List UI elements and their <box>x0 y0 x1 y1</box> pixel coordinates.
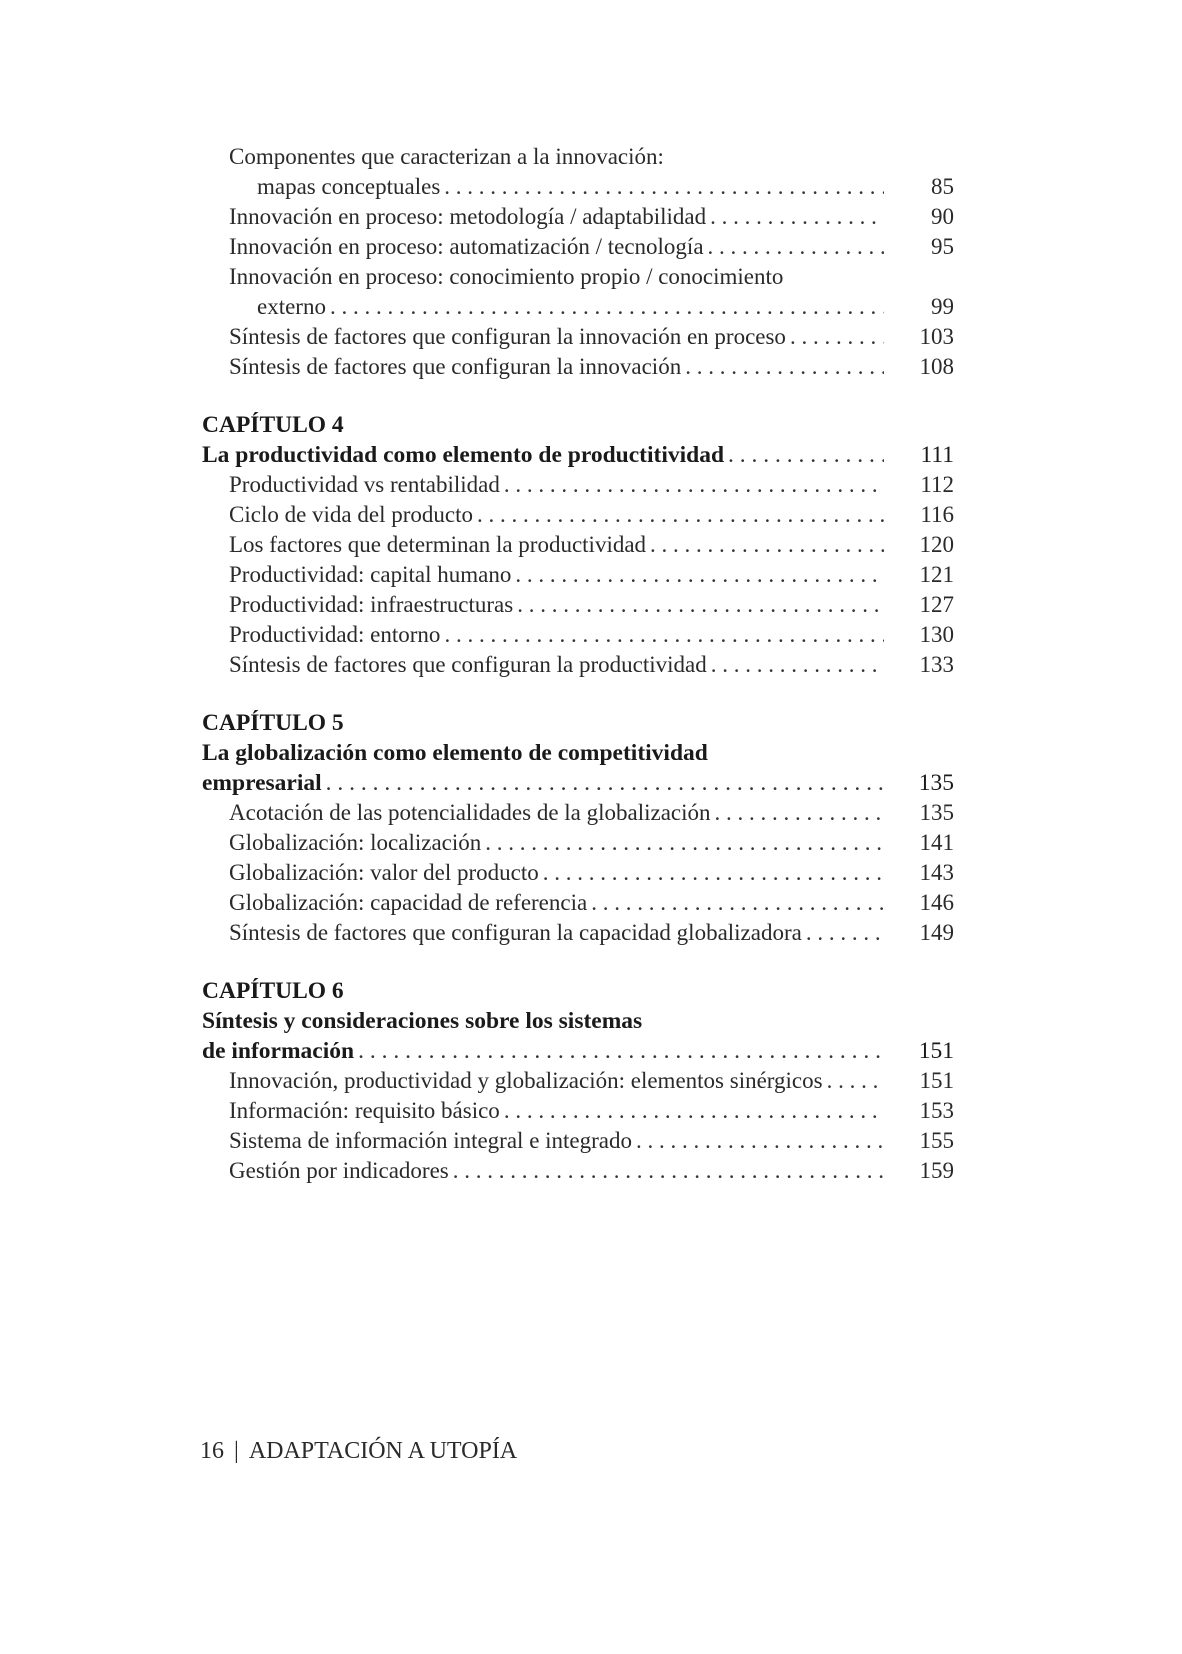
toc-entry-title: Síntesis de factores que configuran la innovación <box>229 354 682 379</box>
toc-entry-page: 127 <box>919 592 954 617</box>
dot-leader <box>477 500 884 530</box>
toc-entry-page: 103 <box>919 324 954 349</box>
toc-entry[interactable] <box>202 172 954 202</box>
toc-entry-title: Información: requisito básico <box>229 1098 500 1123</box>
toc-entry-title: Globalización: localización <box>229 830 482 855</box>
toc-entry[interactable] <box>202 470 954 500</box>
toc-entry-page: 159 <box>919 1158 954 1183</box>
dot-leader <box>711 650 884 680</box>
toc-entry[interactable] <box>202 768 954 798</box>
toc-entry-page: 133 <box>919 652 954 677</box>
toc-entry-title: Globalización: valor del producto <box>229 860 539 885</box>
toc-entry-page: 146 <box>919 890 954 915</box>
footer-separator: | <box>234 1438 239 1464</box>
toc-entry-title: Sistema de información integral e integrado <box>229 1128 633 1153</box>
toc-entry-page: 135 <box>919 800 954 825</box>
page-number: 16 <box>200 1438 224 1464</box>
toc-entry-title: Productividad: entorno <box>229 622 441 647</box>
toc-entry[interactable] <box>202 828 954 858</box>
toc-entry-title: Síntesis de factores que configuran la innovación en proceso <box>229 324 786 349</box>
toc-entry[interactable] <box>202 798 954 828</box>
dot-leader <box>650 530 884 560</box>
toc-entry[interactable] <box>202 1036 954 1066</box>
toc-entry[interactable] <box>202 232 954 262</box>
dot-leader <box>636 1126 884 1156</box>
toc-entry-title: Innovación en proceso: automatización / tecnología <box>229 234 704 259</box>
toc-entry[interactable] <box>202 590 954 620</box>
toc-entry-title: Globalización: capacidad de referencia <box>229 890 588 915</box>
toc-entry[interactable] <box>202 292 954 322</box>
dot-leader <box>444 172 884 202</box>
dot-leader <box>517 590 884 620</box>
toc-entry-title: Ciclo de vida del producto <box>229 502 473 527</box>
toc-entry[interactable] <box>202 1156 954 1186</box>
toc-entry-title: Innovación en proceso: metodología / adaptabilidad <box>229 204 707 229</box>
toc-entry[interactable] <box>202 142 954 172</box>
dot-leader <box>806 918 884 948</box>
toc-entry-title: Productividad: capital humano <box>229 562 512 587</box>
toc-entry[interactable] <box>202 1096 954 1126</box>
dot-leader <box>358 1036 884 1066</box>
toc-entry-page: 111 <box>920 442 954 468</box>
dot-leader <box>444 620 884 650</box>
toc-entry-page: 95 <box>931 234 954 259</box>
dot-leader <box>827 1066 884 1096</box>
toc-entry-page: 108 <box>919 354 954 379</box>
toc-entry[interactable] <box>202 1006 954 1036</box>
toc-entry[interactable] <box>202 262 954 292</box>
toc-entry-page: 99 <box>931 294 954 319</box>
dot-leader <box>710 202 884 232</box>
dot-leader <box>543 858 884 888</box>
dot-leader <box>504 1096 884 1126</box>
dot-leader <box>715 798 884 828</box>
toc-entry[interactable] <box>202 1066 954 1096</box>
toc-entry[interactable] <box>202 738 954 768</box>
toc-entry-title: de información <box>202 1038 355 1064</box>
toc-entry-page: 121 <box>919 562 954 587</box>
toc-entry-title: Gestión por indicadores <box>229 1158 449 1183</box>
toc-entry[interactable] <box>202 500 954 530</box>
toc-entry-title: Acotación de las potencialidades de la globalización <box>229 800 711 825</box>
toc-entry[interactable] <box>202 322 954 352</box>
dot-leader <box>708 232 884 262</box>
toc-entry[interactable] <box>202 352 954 382</box>
toc-entry[interactable] <box>202 858 954 888</box>
toc-entry-page: 85 <box>931 174 954 199</box>
toc-section <box>202 708 954 948</box>
toc-entry-title: Innovación en proceso: conocimiento propio / conocimiento <box>229 264 784 289</box>
toc-entry-title: Los factores que determinan la productividad <box>229 532 647 557</box>
toc-entry[interactable] <box>202 560 954 590</box>
table-of-contents <box>202 142 954 1186</box>
toc-entry-title: Innovación, productividad y globalización: elementos sinérgicos <box>229 1068 823 1093</box>
dot-leader <box>453 1156 884 1186</box>
toc-entry-title: empresarial <box>202 770 322 796</box>
toc-entry-title: Componentes que caracterizan a la innovación: <box>229 144 664 169</box>
toc-entry[interactable] <box>202 530 954 560</box>
toc-entry-title: Productividad: infraestructuras <box>229 592 514 617</box>
dot-leader <box>728 440 884 470</box>
dot-leader <box>790 322 884 352</box>
toc-entry-title: Síntesis de factores que configuran la capacidad globalizadora <box>229 920 802 945</box>
toc-entry[interactable] <box>202 888 954 918</box>
dot-leader <box>326 768 884 798</box>
book-title: ADAPTACIÓN A UTOPÍA <box>248 1438 518 1464</box>
toc-entry[interactable] <box>202 620 954 650</box>
dot-leader <box>504 470 884 500</box>
toc-entry-page: 155 <box>919 1128 954 1153</box>
toc-entry-title: La productividad como elemento de productitividad <box>202 442 725 468</box>
dot-leader <box>515 560 884 590</box>
toc-entry-title: mapas conceptuales <box>257 174 441 199</box>
toc-entry-page: 112 <box>920 472 954 497</box>
dot-leader <box>485 828 884 858</box>
chapter-heading: CAPÍTULO 5 <box>202 710 344 736</box>
toc-section <box>202 142 954 382</box>
toc-entry-page: 149 <box>919 920 954 945</box>
toc-entry[interactable] <box>202 918 954 948</box>
toc-entry[interactable] <box>202 1126 954 1156</box>
toc-entry-page: 90 <box>931 204 954 229</box>
toc-section <box>202 410 954 680</box>
toc-entry-title: externo <box>257 294 326 319</box>
page-footer <box>200 1438 517 1465</box>
toc-entry-page: 135 <box>918 770 954 796</box>
dot-leader <box>330 292 884 322</box>
toc-entry-page: 116 <box>920 502 954 527</box>
dot-leader <box>685 352 884 382</box>
toc-entry-title: La globalización como elemento de competitividad <box>202 740 708 766</box>
toc-entry-title: Síntesis y consideraciones sobre los sistemas <box>202 1008 643 1034</box>
toc-entry[interactable] <box>202 650 954 680</box>
toc-entry-page: 151 <box>918 1038 954 1064</box>
toc-entry[interactable] <box>202 202 954 232</box>
chapter-heading: CAPÍTULO 6 <box>202 978 344 1004</box>
toc-entry-page: 153 <box>919 1098 954 1123</box>
dot-leader <box>591 888 884 918</box>
toc-entry-page: 130 <box>919 622 954 647</box>
toc-entry-title: Síntesis de factores que configuran la productividad <box>229 652 707 677</box>
toc-entry-title: Productividad vs rentabilidad <box>229 472 500 497</box>
toc-entry-page: 143 <box>919 860 954 885</box>
toc-entry-page: 120 <box>919 532 954 557</box>
toc-entry-page: 141 <box>919 830 954 855</box>
toc-section <box>202 976 954 1186</box>
chapter-heading: CAPÍTULO 4 <box>202 412 344 438</box>
toc-entry[interactable] <box>202 440 954 470</box>
toc-entry-page: 151 <box>919 1068 954 1093</box>
